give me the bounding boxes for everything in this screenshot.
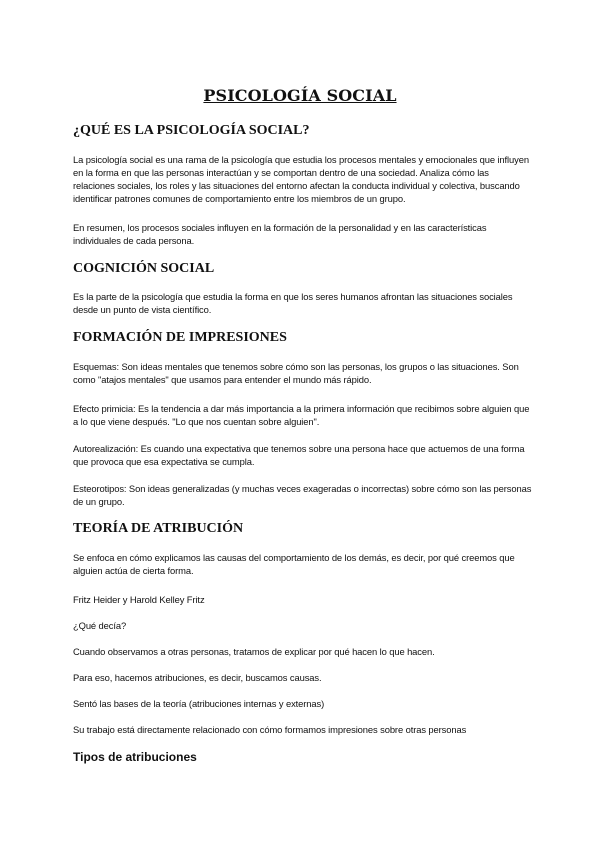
paragraph-efecto-primicia: Efecto primicia: Es la tendencia a dar más importancia a la primera información que recibimos sobre alguien que a lo que viene después. "Lo que nos cuentan sobre alguien". <box>73 403 530 427</box>
paragraph-estereotipos: Esteorotipos: Son ideas generalizadas (y muchas veces exageradas o incorrectas) sobre cómo son las personas de un grupo. <box>73 483 532 507</box>
paragraph-que-decia: ¿Qué decía? <box>73 620 127 631</box>
paragraph-esquemas: Esquemas: Son ideas mentales que tenemos sobre cómo son las personas, los grupos o las situaciones. Son como "atajos mentales" que usamos para entender el mundo más rápido. <box>73 361 519 385</box>
paragraph-cognicion: Es la parte de la psicología que estudia la forma en que los seres humanos afrontan las situaciones sociales desde un punto de vista científico. <box>73 291 513 315</box>
section-heading-que-es: ¿QUÉ ES LA PSICOLOGÍA SOCIAL? <box>73 123 310 138</box>
paragraph-definicion: La psicología social es una rama de la psicología que estudia los procesos mentales y emocionales que influyen en la forma en que las personas interactúan y se comportan dentro de una sociedad. Analiza cómo las relaciones sociales, los roles y las situaciones del entorno afectan la conducta individual y colectiva, buscando identificar patrones comunes de comportamiento entre los miembros de un grupo. <box>73 154 529 204</box>
section-heading-atribucion: TEORÍA DE ATRIBUCIÓN <box>73 521 244 536</box>
section-heading-tipos: Tipos de atribuciones <box>73 750 197 764</box>
paragraph-relacion-impresiones: Su trabajo está directamente relacionado con cómo formamos impresiones sobre otras personas <box>73 724 467 735</box>
paragraph-autorealizacion: Autorealización: Es cuando una expectativa que tenemos sobre una persona hace que actuemos de una forma que provoca que esa expectativa se cumpla. <box>73 443 525 467</box>
paragraph-observamos: Cuando observamos a otras personas, tratamos de explicar por qué hacen lo que hacen. <box>73 646 435 657</box>
paragraph-resumen: En resumen, los procesos sociales influyen en la formación de la personalidad y en las características individuales de cada persona. <box>73 222 487 246</box>
paragraph-atribucion-enfoque: Se enfoca en cómo explicamos las causas del comportamiento de los demás, es decir, por qué creemos que alguien actúa de cierta forma. <box>73 552 515 576</box>
section-heading-cognicion: COGNICIÓN SOCIAL <box>73 261 215 276</box>
section-heading-impresiones: FORMACIÓN DE IMPRESIONES <box>73 330 287 345</box>
paragraph-bases-teoria: Sentó las bases de la teoría (atribuciones internas y externas) <box>73 698 325 709</box>
page-title: PSICOLOGÍA SOCIAL <box>203 86 397 105</box>
paragraph-autores: Fritz Heider y Harold Kelley Fritz <box>73 594 205 605</box>
paragraph-atribuciones: Para eso, hacemos atribuciones, es decir, buscamos causas. <box>73 672 322 683</box>
